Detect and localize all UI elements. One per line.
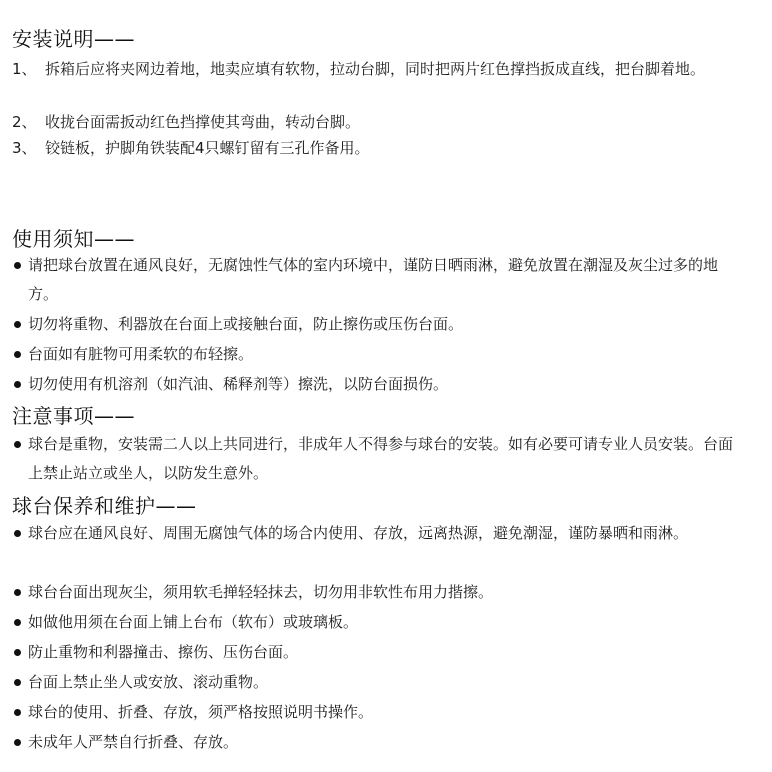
- bullet-icon: [14, 709, 21, 716]
- maintenance-item-2-text: 球台台面出现灰尘，须用软毛掸轻轻抹去，切勿用非软性布用力揩擦。: [28, 583, 494, 601]
- maintenance-item-4-text: 防止重物和利器撞击、擦伤、压伤台面。: [28, 643, 299, 661]
- maintenance-item-3: [14, 608, 742, 637]
- bullet-icon: [14, 619, 21, 626]
- bullet-icon: [14, 321, 21, 328]
- install-item-3: [12, 135, 752, 161]
- maintenance-item-5: [14, 668, 742, 697]
- install-item-1-num: 1、: [12, 60, 37, 78]
- usage-heading: 使用须知——: [12, 227, 135, 251]
- usage-item-3: [14, 340, 742, 369]
- bullet-icon: [14, 262, 21, 269]
- install-item-2: [12, 109, 752, 135]
- usage-item-1: [14, 251, 742, 309]
- caution-heading: 注意事项——: [12, 404, 135, 428]
- install-item-3-num: 3、: [12, 139, 37, 157]
- maintenance-item-4: [14, 638, 742, 667]
- maintenance-item-1-text: 球台应在通风良好、周围无腐蚀气体的场合内使用、存放，远离热源，避免潮湿，谨防暴晒和雨淋。: [28, 524, 689, 542]
- bullet-icon: [14, 649, 21, 656]
- bullet-icon: [14, 739, 21, 746]
- bullet-icon: [14, 381, 21, 388]
- maintenance-item-7-text: 未成年人严禁自行折叠、存放。: [28, 733, 239, 751]
- install-item-2-text: 收拢台面需扳动红色挡撑使其弯曲，转动台脚。: [45, 113, 361, 131]
- usage-item-1-text: 请把球台放置在通风良好，无腐蚀性气体的室内环境中，谨防日晒雨淋，避免放置在潮湿及灰尘过多的地方。: [28, 256, 719, 303]
- bullet-icon: [14, 441, 21, 448]
- usage-item-2: [14, 310, 742, 339]
- maintenance-item-1: [14, 519, 742, 548]
- usage-item-3-text: 台面如有脏物可用柔软的布轻擦。: [28, 345, 254, 363]
- usage-item-2-text: 切勿将重物、利器放在台面上或接触台面，防止擦伤或压伤台面。: [28, 315, 464, 333]
- install-item-1: [12, 56, 752, 82]
- usage-item-4-text: 切勿使用有机溶剂（如汽油、稀释剂等）擦洗，以防台面损伤。: [28, 375, 449, 393]
- maintenance-item-6: [14, 698, 742, 727]
- bullet-icon: [14, 679, 21, 686]
- caution-item-1-text: 球台是重物，安装需二人以上共同进行，非成年人不得参与球台的安装。如有必要可请专业人员安装。台面上禁止站立或坐人，以防发生意外。: [28, 435, 734, 482]
- usage-item-4: [14, 370, 742, 399]
- maintenance-item-7: [14, 728, 742, 757]
- maintenance-item-3-text: 如做他用须在台面上铺上台布（软布）或玻璃板。: [28, 613, 359, 631]
- install-item-1-text: 拆箱后应将夹网边着地，地卖应填有软物，拉动台脚，同时把两片红色撑挡扳成直线，把台脚着地。: [45, 60, 706, 78]
- maintenance-item-5-text: 台面上禁止坐人或安放、滚动重物。: [28, 673, 269, 691]
- bullet-icon: [14, 589, 21, 596]
- install-item-3-text: 铰链板，护脚角铁装配4只螺钉留有三孔作备用。: [45, 139, 370, 157]
- maintenance-heading: 球台保养和维护——: [12, 494, 197, 518]
- caution-item-1: [14, 430, 742, 488]
- install-item-2-num: 2、: [12, 113, 37, 131]
- maintenance-item-6-text: 球台的使用、折叠、存放，须严格按照说明书操作。: [28, 703, 374, 721]
- install-heading: 安装说明——: [12, 27, 135, 51]
- bullet-icon: [14, 351, 21, 358]
- bullet-icon: [14, 530, 21, 537]
- maintenance-item-2: [14, 578, 742, 607]
